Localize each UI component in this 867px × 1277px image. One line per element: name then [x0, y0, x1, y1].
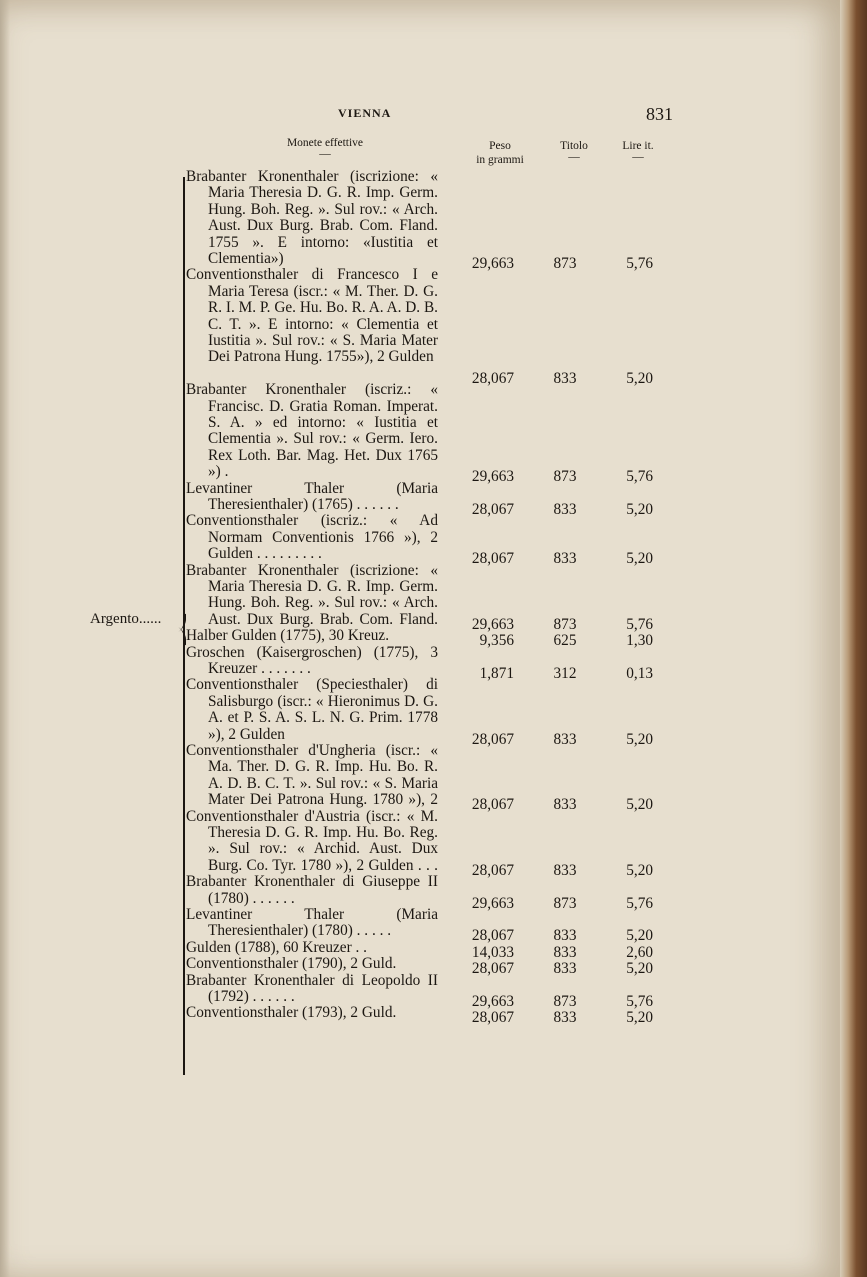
coin-description: Halber Gulden (1775), 30 Kreuz.	[186, 628, 390, 645]
coin-entry	[186, 169, 438, 267]
coin-description: Brabanter Kronenthaler di Leopoldo II (1792) . . . . . .	[186, 972, 438, 1005]
column-header-dash: —	[319, 148, 331, 160]
coin-fineness: 833	[553, 369, 577, 387]
coin-fineness: 833	[553, 501, 577, 518]
column-header-fineness-label: Titolo	[560, 140, 588, 152]
coin-weight: 28,067	[471, 369, 514, 387]
coin-entry	[186, 513, 438, 562]
coin-description: Conventionsthaler (1793), 2 Guld.	[186, 1005, 397, 1022]
coin-weight: 9,356	[479, 632, 514, 650]
coin-fineness: 873	[553, 468, 577, 486]
coin-value-lire: 5,76	[626, 255, 653, 272]
column-header-coins	[270, 136, 380, 158]
coin-description: Conventionsthaler (iscriz.: « Ad Normam Conventionis 1766 »), 2 Gulden . . . . . . . . .	[186, 513, 438, 563]
coin-value-lire: 5,20	[626, 796, 653, 814]
coin-value-lire: 2,60	[626, 943, 653, 961]
coin-fineness: 833	[553, 550, 577, 568]
coin-entry	[186, 973, 438, 1006]
coin-fineness: 833	[553, 1009, 577, 1027]
coin-value-lire: 5,20	[626, 369, 653, 387]
coin-fineness: 833	[553, 960, 577, 978]
coin-fineness: 873	[553, 615, 577, 633]
coin-value-lire: 5,20	[626, 1009, 653, 1027]
column-header-fineness	[546, 139, 602, 161]
coin-weight: 28,067	[471, 1009, 514, 1027]
coin-value-lire: 5,20	[626, 501, 653, 518]
coin-weight: 14,033	[471, 943, 514, 961]
coin-description: Conventionsthaler d'Ungheria (iscr.: « Ma. Ther. D. G. R. Imp. Hu. Bo. R. A. D. B. C. T. ». Sul rov.: « S. Maria Mater Dei Patrona Hung. 1780 »), 2	[186, 742, 438, 809]
coin-description: Brabanter Kronenthaler (iscriz.: « Francisc. D. Gratia Roman. Imperat. S. A. » ed intorno: « Iustitia et Clementia ». Sul rov.: « Germ. Iero. Rex Loth. Bar. Mag. Het. Dux 1765 ») .	[186, 382, 438, 481]
coin-fineness: 873	[553, 894, 577, 912]
coin-value-lire: 0,13	[626, 665, 653, 682]
coin-value-lire: 5,20	[626, 960, 653, 978]
coin-entry	[186, 1005, 438, 1021]
coin-fineness: 312	[553, 665, 577, 682]
coin-value-lire: 5,76	[626, 615, 653, 633]
coin-fineness: 625	[553, 632, 577, 650]
coin-entry	[186, 907, 438, 940]
coin-weight: 28,067	[471, 861, 514, 879]
coin-weight: 28,067	[471, 501, 514, 518]
coin-description: Conventionsthaler (Speciesthaler) di Salisburgo (iscr.: « Hieronimus D. G. A. et P. S. A. S. L. N. G. Prim. 1778 »), 2 Gulden	[186, 677, 438, 743]
coin-weight: 29,663	[471, 255, 514, 272]
coin-description: Conventionsthaler d'Austria (iscr.: « M. Theresia D. G. R. Imp. Hu. Bo. Reg. ». Sul rov.: « Archid. Aust. Dux Burg. Co. Tyr. 1780 »), 2 Gulden . . .	[186, 808, 438, 874]
coin-value-lire: 5,20	[626, 927, 653, 945]
coin-entry	[186, 956, 438, 972]
column-header-dash: —	[568, 151, 580, 163]
coin-fineness: 833	[553, 927, 577, 945]
coin-entry	[186, 563, 438, 629]
coin-description: Levantiner Thaler (Maria Theresienthaler) (1765) . . . . . .	[186, 480, 438, 513]
coin-list	[186, 169, 438, 1022]
coin-weight: 28,067	[471, 960, 514, 978]
coin-entry	[186, 645, 438, 678]
coin-value-lire: 5,20	[626, 861, 653, 879]
coin-value-lire: 5,76	[626, 468, 653, 486]
coin-weight: 28,067	[471, 927, 514, 945]
running-header-city: VIENNA	[338, 106, 392, 120]
coin-entry	[186, 677, 438, 743]
coin-entry	[186, 382, 438, 480]
coin-description: Brabanter Kronenthaler (iscrizione: « Maria Theresia D. G. R. Imp. Germ. Hung. Boh. Reg. ». Sul rov.: « Arch. Aust. Dux Burg. Brab. Com. Fland. 1755 ». E intorno: «Iustitia et Clementia»)	[186, 169, 438, 268]
coin-weight: 28,067	[471, 796, 514, 814]
coin-description: Brabanter Kronenthaler (iscrizione: « Maria Theresia D. G. R. Imp. Germ. Hung. Boh. Reg. ». Sul rov.: « Arch. Aust. Dux Burg. Brab. Com. Fland.	[186, 562, 438, 628]
coin-entry	[186, 481, 438, 514]
metal-category-label: Argento......	[90, 611, 162, 627]
coin-value-lire: 1,30	[626, 632, 653, 650]
column-header-dash: —	[632, 151, 644, 163]
coin-fineness: 873	[553, 255, 577, 272]
coin-weight: 29,663	[471, 468, 514, 486]
coin-weight: 1,871	[479, 665, 514, 682]
coin-fineness: 833	[553, 943, 577, 961]
coin-entry	[186, 267, 438, 382]
coin-fineness: 833	[553, 861, 577, 879]
column-header-weight	[462, 139, 538, 167]
page-number: 831	[646, 104, 673, 124]
coin-fineness: 833	[553, 796, 577, 814]
coin-fineness: 873	[553, 993, 577, 1010]
coin-weight: 29,663	[471, 615, 514, 633]
coin-value-lire: 5,20	[626, 730, 653, 748]
coin-fineness: 833	[553, 730, 577, 748]
column-header-value	[610, 139, 666, 161]
column-header-weight-line1: Peso	[489, 140, 511, 152]
coin-description: Gulden (1788), 60 Kreuzer . .	[186, 939, 367, 956]
coin-weight: 29,663	[471, 894, 514, 912]
coin-description: Groschen (Kaisergroschen) (1775), 3 Kreuzer . . . . . . .	[186, 644, 438, 677]
coin-entry	[186, 874, 438, 907]
coin-value-lire: 5,76	[626, 993, 653, 1010]
coin-weight: 28,067	[471, 550, 514, 568]
coin-weight: 29,663	[471, 993, 514, 1010]
coin-value-lire: 5,76	[626, 894, 653, 912]
column-header-weight-line2: in grammi	[476, 154, 524, 166]
coin-entry	[186, 628, 438, 644]
coin-entry	[186, 809, 438, 875]
book-edge	[840, 0, 867, 1277]
coin-description: Conventionsthaler (1790), 2 Guld.	[186, 956, 397, 973]
coin-value-lire: 5,20	[626, 550, 653, 568]
coin-entry	[186, 743, 438, 809]
coin-description: Conventionsthaler di Francesco I e Maria Teresa (iscr.: « M. Ther. D. G. R. I. M. P. Ge. Hu. Bo. R. A. A. D. B. C. T. ». E intorno: « Clementia et Iustitia ». Sul rov.: « S. Maria Mater Dei Patrona Hung. 1755»), 2 Gulden	[186, 267, 438, 366]
coin-description: Levantiner Thaler (Maria Theresienthaler) (1780) . . . . .	[186, 906, 438, 940]
coin-entry	[186, 940, 438, 956]
coin-weight: 28,067	[471, 730, 514, 748]
column-header-value-label: Lire it.	[622, 140, 654, 152]
coin-description: Brabanter Kronenthaler di Giuseppe II (1780) . . . . . .	[186, 874, 438, 907]
column-header-coins-label: Monete effettive	[286, 137, 364, 149]
